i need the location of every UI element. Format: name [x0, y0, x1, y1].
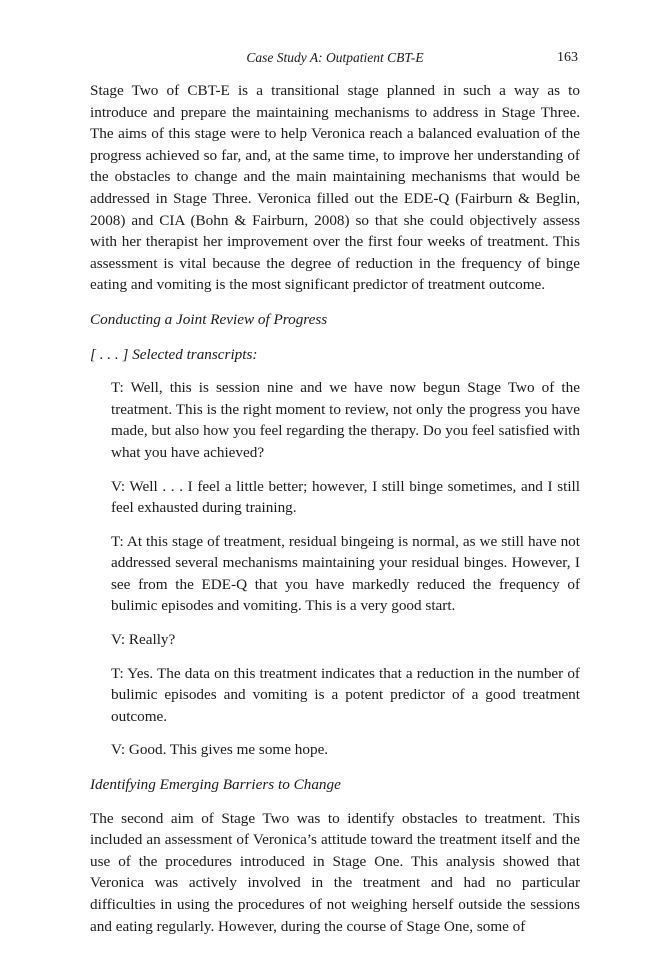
closing-paragraph: The second aim of Stage Two was to identify obstacles to treatment. This included an assessment of Veronica’s attitude toward the treatment itself and the use of the procedures introduced in Stage One. This analysis showed that Veronica was actively involved in the treatment and had no particular difficulties in using the procedures of not weighing herself outside the sessions and eating regularly. However, during the course of Stage One, some of	[90, 809, 580, 935]
transcript-turn: V: Well . . . I feel a little better; however, I still binge sometimes, and I still feel exhausted during training.	[111, 477, 580, 517]
page-number: 163	[557, 50, 578, 65]
transcript-turn: V: Good. This gives me some hope.	[111, 741, 329, 759]
transcript-turn: T: Well, this is session nine and we have now begun Stage Two of the treatment. This is the right moment to review, not only the progress you have made, but also how you feel regarding the therapy. Do you feel satisfied with what you have achieved?	[111, 379, 580, 461]
intro-paragraph: Stage Two of CBT-E is a transitional stage planned in such a way as to introduce and prepare the maintaining mechanisms to address in Stage Three. The aims of this stage were to help Veronica reach a balanced evaluation of the progress achieved so far, and, at the same time, to improve her understanding of the obstacles to change and the main maintaining mechanisms that would be addressed in Stage Three. Veronica filled out the EDE-Q (Fairburn & Beglin, 2008) and CIA (Bohn & Fairburn, 2008) so that she could objectively assess with her therapist her improvement over the first four weeks of treatment. This assessment is vital because the degree of reduction in the frequency of binge eating and vomiting is the most significant predictor of treatment outcome.	[90, 82, 580, 294]
transcript-turn: V: Really?	[111, 631, 176, 649]
transcript-turn: T: At this stage of treatment, residual bingeing is normal, as we still have not addressed several mechanisms maintaining your residual binges. However, I see from the EDE-Q that you have markedly reduced the frequency of bulimic episodes and vomiting. This is a very good start.	[111, 532, 580, 615]
transcript-turn: T: Yes. The data on this treatment indicates that a reduction in the number of bulimic episodes and vomiting is a potent predictor of a good treatment outcome.	[111, 664, 580, 725]
running-head: Case Study A: Outpatient CBT-E	[246, 50, 424, 65]
page-body	[90, 80, 580, 937]
section-heading-joint-review: Conducting a Joint Review of Progress	[90, 310, 328, 328]
transcript-block	[111, 377, 580, 761]
transcripts-label: [ . . . ] Selected transcripts:	[90, 345, 258, 363]
page-header	[90, 50, 580, 72]
section-heading-barriers: Identifying Emerging Barriers to Change	[90, 776, 341, 794]
